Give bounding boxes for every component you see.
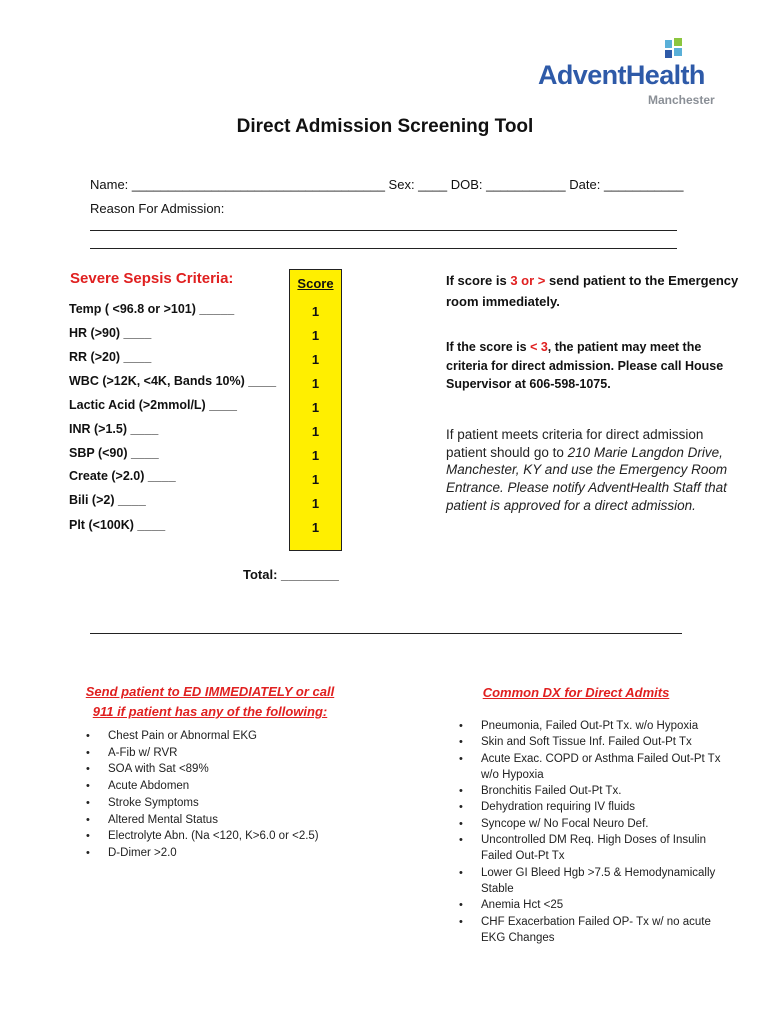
criteria-temp[interactable]: Temp ( <96.8 or >101) _____	[69, 302, 235, 316]
score-bili: 1	[311, 496, 320, 511]
list-item: • Skin and Soft Tissue Inf. Failed Out-Pt Tx	[455, 734, 723, 750]
reason-for-admission-label: Reason For Admission:	[90, 201, 225, 216]
list-item: • Acute Abdomen	[82, 778, 362, 795]
criteria-bili[interactable]: Bili (>2) ____	[69, 493, 146, 507]
rule-send-to-er: If score is 3 or > send patient to the Emergency room immediately.	[446, 273, 739, 309]
score-wbc: 1	[311, 376, 320, 391]
criteria-hr[interactable]: HR (>90) ____	[69, 326, 152, 340]
score-sbp: 1	[311, 448, 320, 463]
list-item: • CHF Exacerbation Failed OP- Tx w/ no acute EKG Changes	[455, 914, 723, 947]
logo-brand-text: AdventHealth	[538, 60, 705, 90]
common-dx-list	[455, 718, 723, 946]
list-item: • Dehydration requiring IV fluids	[455, 799, 723, 815]
logo-location-text: Manchester	[648, 93, 715, 107]
list-item: • Syncope w/ No Focal Neuro Def.	[455, 816, 723, 832]
rule-direct-admission: If the score is < 3, the patient may meet the criteria for direct admission. Please call House Supervisor at 606-598-1075.	[446, 340, 724, 391]
criteria-wbc[interactable]: WBC (>12K, <4K, Bands 10%) ____	[69, 374, 277, 388]
score-plt: 1	[311, 520, 320, 535]
list-item: • Pneumonia, Failed Out-Pt Tx. w/o Hypoxia	[455, 718, 723, 734]
score-column-header: Score	[297, 276, 334, 291]
section-divider	[90, 633, 682, 634]
criteria-plt[interactable]: Plt (<100K) ____	[69, 518, 166, 532]
list-item: • SOA with Sat <89%	[82, 761, 362, 778]
send-to-ed-heading: Send patient to ED IMMEDIATELY or call 911 if patient has any of the following:	[85, 684, 335, 719]
list-item: • Uncontrolled DM Req. High Doses of Insulin Failed Out-Pt Tx	[455, 832, 723, 865]
score-rr: 1	[311, 352, 320, 367]
criteria-rr[interactable]: RR (>20) ____	[69, 350, 152, 364]
score-creatinine: 1	[311, 472, 320, 487]
score-lactic-acid: 1	[311, 400, 320, 415]
list-item: • A-Fib w/ RVR	[82, 745, 362, 762]
criteria-inr[interactable]: INR (>1.5) ____	[69, 422, 159, 436]
list-item: • Bronchitis Failed Out-Pt Tx.	[455, 783, 723, 799]
list-item: • Electrolyte Abn. (Na <120, K>6.0 or <2.5)	[82, 828, 362, 845]
score-inr: 1	[311, 424, 320, 439]
common-dx-heading: Common DX for Direct Admits	[482, 685, 670, 700]
ed-criteria-list	[82, 728, 362, 862]
sepsis-criteria-heading: Severe Sepsis Criteria:	[70, 270, 234, 287]
list-item: • Stroke Symptoms	[82, 795, 362, 812]
list-item: • Lower GI Bleed Hgb >7.5 & Hemodynamically Stable	[455, 865, 723, 898]
score-hr: 1	[311, 328, 320, 343]
criteria-creatinine[interactable]: Create (>2.0) ____	[69, 469, 176, 483]
list-item: • D-Dimer >2.0	[82, 845, 362, 862]
list-item: • Chest Pain or Abnormal EKG	[82, 728, 362, 745]
document-title: Direct Admission Screening Tool	[236, 116, 534, 137]
direct-admission-info: If patient meets criteria for direct admission patient should go to 210 Marie Langdon Drive, Manchester, KY and use the Emergency Room Entrance. Please notify AdventHealth Staff that patient is approved for a direct admission.	[446, 427, 728, 513]
criteria-sbp[interactable]: SBP (<90) ____	[69, 446, 159, 460]
total-score-field[interactable]: Total: ________	[243, 567, 339, 582]
advent-health-logo	[538, 38, 738, 112]
reason-blank-line-1[interactable]	[90, 230, 677, 231]
list-item: • Acute Exac. COPD or Asthma Failed Out-Pt Tx w/o Hypoxia	[455, 751, 723, 784]
list-item: • Altered Mental Status	[82, 812, 362, 829]
score-temp: 1	[311, 304, 320, 319]
reason-blank-line-2[interactable]	[90, 248, 677, 249]
list-item: • Anemia Hct <25	[455, 897, 723, 913]
criteria-lactic-acid[interactable]: Lactic Acid (>2mmol/L) ____	[69, 398, 237, 412]
patient-info-line[interactable]: Name: ___________________________________ Sex: ____ DOB: ___________ Date: ___________	[90, 177, 684, 192]
